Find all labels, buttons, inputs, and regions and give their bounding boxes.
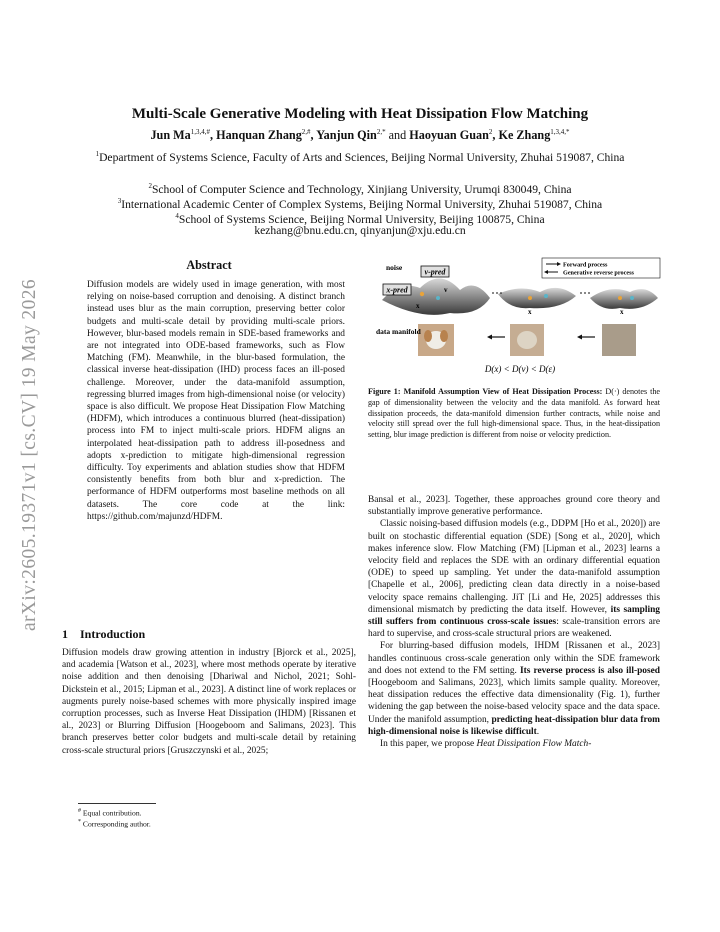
- footnote: * Corresponding author.: [78, 819, 151, 829]
- caption-label: Figure 1:: [368, 387, 401, 396]
- figure-caption: [368, 387, 660, 441]
- legend-forward: Forward process: [563, 261, 608, 269]
- data-manifold-label: data manifold: [376, 327, 421, 336]
- manifold-surface: [590, 289, 658, 309]
- paragraph: Bansal et al., 2023]. Together, these approaches ground core theory and substantially improve generative performance.: [368, 495, 660, 518]
- affiliation: $^2$School of Computer Science and Technology, Xinjiang University, Urumqi 830049, China: [148, 182, 572, 196]
- figure-1: [376, 258, 660, 380]
- footnote: # Equal contribution.: [78, 808, 142, 818]
- author: Hanquan Zhang$^{2,\#}$: [216, 128, 311, 143]
- caption-title: Manifold Assumption View of Heat Dissipation Process:: [403, 387, 603, 396]
- caption-text: D(·) denotes the gap of dimensionality between the velocity and the data manifold. As forward heat dissipation proceeds, the data-manifold dimension further contracts, while noise and velocity still spread over the full high-dimensional space. Thus, in the heat-dissipation setting, blur image prediction is different from noise or velocity prediction.: [368, 387, 661, 440]
- author-list: [0, 128, 720, 143]
- noise-label: noise: [386, 263, 403, 272]
- arxiv-sidebar: [12, 255, 48, 655]
- x-label: x: [416, 302, 420, 310]
- paragraph: Classic noising-based diffusion models (e.g., DDPM [Ho et al., 2020]) are built on stochastic differential equation (SDE) [Song et al., 2020], which makes inference slow. Flow Matching (FM) [Lipman et al., 2023] learns a velocity field and replaces the SDE with an ordinary differential equation (ODE) to speed up sampling. Yet under the data-manifold assumption [Chapelle et al., 2006], predicting clean data directly in a noise-based velocity space remains challenging. JiT [Li and He, 2025] addresses this dimensional mismatch by predicting the data itself. However, its sampling still suffers from continuous cross-scale issues: scale-transition errors are hard to supervise, and cross-scale structural priors are weakened.: [368, 519, 661, 640]
- figure-inequality: D(x) < D(v) < D(ε): [484, 364, 556, 374]
- x-label: x: [620, 308, 624, 316]
- author-separator: ,: [492, 128, 496, 143]
- author-separator: ,: [210, 128, 214, 143]
- manifold-surface: [498, 288, 576, 308]
- x-pred-label: x-pred: [386, 285, 408, 295]
- right-column-text: [368, 494, 660, 750]
- footnote-rule: [78, 803, 156, 804]
- legend-reverse: Generative reverse process: [563, 269, 634, 277]
- abstract-heading: Abstract: [186, 258, 232, 272]
- affiliation: $^4$School of Systems Science, Beijing Normal University, Beijing 100875, China: [175, 212, 545, 226]
- abstract-text: Diffusion models are widely used in image generation, with most relying on noise-based corruption and denoising. A distinct branch instead uses blur as the main corruption, preserving better color budgets and multi-scale detail by providing multi-scale priors. However, blur-based models remain in SDE-based frameworks and are not integrated into ODE-based frameworks, such as Flow Matching (FM). Meanwhile, in the blur-based formulation, the classical inverse heat-dissipation (IHD) process faces an ill-posed challenge. Moreover, under the data-manifold assumption, regressing blurred images from high-dimensional noise (or velocity) space is also difficult. We propose Heat Dissipation Flow Matching (HDFM), which introduces a continuous blurred (heat-dissipation) process into FM to inject multi-scale priors. HDFM aligns an interpolated heat-dissipation path to address ill-posedness and adopts x-prediction to mitigate high-dimensional regression difficulty. Toy experiments and ablation studies show that HDFM consistently benefits from both blur and x-prediction. The performance of HDFM outperforms most baseline methods on all datasets. The core code at the link: https://github.com/majunzd/HDFM.: [87, 280, 345, 522]
- author: Yanjun Qin$^{2,*}$: [316, 128, 386, 143]
- intro-paragraph: Diffusion models draw growing attention in industry [Bjorck et al., 2025], and academia [Watson et al., 2023], where most methods operate by iterative noise addition and then denoising [Dhariwal and Nichol, 2021; Sohl-Dickstein et al., 2015; Lipman et al., 2023]. A distinct line of work replaces or augments purely noise-based schemes with more physically inspired image corruption processes, such as Inverse Heat Dissipation (IHDM) [Rissanen et al., 2023] or Blurring Diffusion [Hoogeboom and Salimans, 2023]. This branch preserves better color budgets and multi-scale detail by retaining cross-scale structural priors [Gruszczynski et al., 2025;: [62, 648, 356, 756]
- fully-blurred-image: [602, 324, 636, 356]
- figure-legend: [542, 258, 660, 278]
- paper-title: Multi-Scale Generative Modeling with Heat Dissipation Flow Matching: [131, 106, 589, 122]
- author: Ke Zhang$^{1,3,4,*}$: [498, 128, 570, 143]
- section-number: 1: [62, 627, 68, 641]
- paragraph: In this paper, we propose Heat Dissipation Flow Match-: [380, 739, 592, 750]
- author: Jun $Ma^{1,3,4,\#}$: [150, 128, 210, 143]
- manifold-diagram: [376, 258, 660, 380]
- x-label: x: [528, 308, 532, 316]
- author-separator: and: [388, 128, 407, 143]
- author-separator: ,: [310, 128, 314, 143]
- section-title: Introduction: [80, 627, 146, 641]
- emails: kezhang@bnu.edu.cn, qinyanjun@xju.edu.cn: [254, 224, 466, 237]
- v-label: v: [444, 286, 448, 294]
- v-pred-label: v-pred: [424, 267, 446, 277]
- affiliation: $^1$Department of Systems Science, Faculty of Arts and Sciences, Beijing Normal University, Zhuhai 519087, China: [95, 150, 625, 164]
- section-heading: [62, 627, 145, 642]
- paragraph: For blurring-based diffusion models, IHDM [Rissanen et al., 2023] handles continuous cross-scale generation only within the SDE framework and does not extend to the FM setting. Its reverse process is also ill-posed [Hoogeboom and Salimans, 2023], which limits sample quality. Moreover, heat dissipation reduces the effective data dimensionality (Fig. 1), further widening the gap between the noise-based velocity space and the data space. Under the manifold assumption, predicting heat-dissipation blur data from high-dimensional noise is likewise difficult.: [368, 641, 660, 737]
- affiliation: $^3$International Academic Center of Complex Systems, Beijing Normal University, Zhuhai 519087, China: [117, 197, 603, 211]
- arxiv-identifier: arXiv:2605.19371v1 [cs.CV] 19 May 2026: [19, 278, 40, 632]
- author: Haoyuan Guan$^2$: [409, 128, 493, 143]
